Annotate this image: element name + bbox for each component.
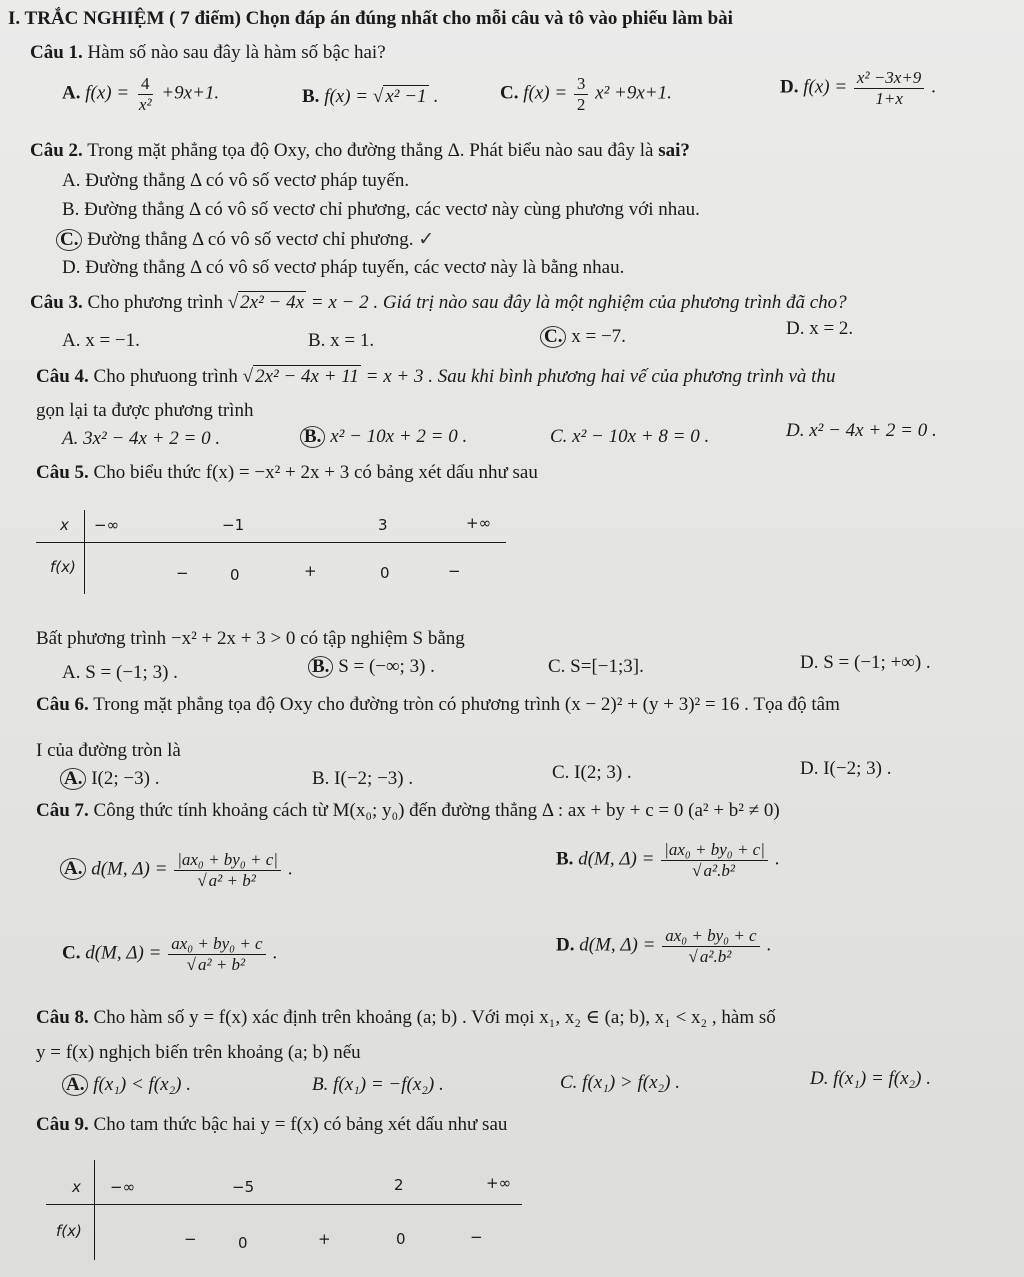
sign-cell: − — [184, 1230, 197, 1248]
denominator: 1+x — [875, 88, 903, 108]
option-text: S = (−∞; 3) . — [333, 656, 435, 677]
option-label: D. — [780, 76, 799, 98]
numerator: x² −3x+9 — [854, 68, 924, 89]
checkmark-icon: ✓ — [418, 229, 435, 250]
sign-cell: + — [304, 562, 317, 580]
option-text: d(M, Δ) = — [86, 858, 173, 880]
question-label: Câu 9. — [36, 1114, 89, 1135]
question-text: Cho hàm số y = f(x) xác định trên khoảng (a; b) . Với mọi x₁, x₂ ∈ (a; b), x₁ < x₂ , hàm số — [88, 1007, 776, 1028]
x-value: +∞ — [486, 1174, 512, 1192]
q8-option-c[interactable]: C. f(x₁) > f(x₂) . — [560, 1072, 680, 1093]
x-label: x — [60, 516, 69, 534]
radicand: a² + b² — [208, 870, 256, 890]
radicand: x² −1 — [385, 86, 427, 107]
sign-cell: − — [470, 1228, 483, 1246]
sign-cell: + — [318, 1230, 331, 1248]
q7-option-c[interactable] — [62, 934, 277, 974]
sign-cell: 0 — [380, 564, 390, 582]
q7-option-b[interactable] — [556, 840, 779, 880]
option-label: C. — [500, 82, 519, 104]
denominator: √ a².b² — [688, 946, 732, 966]
option-text: d(M, Δ) = — [80, 942, 167, 964]
question-label: Câu 1. — [30, 42, 83, 63]
question-label: Câu 7. — [36, 800, 89, 821]
question-6-stem — [36, 694, 840, 716]
question-text: Trong mặt phẳng tọa độ Oxy cho đường tròn có phương trình (x − 2)² + (y + 3)² = 16 . Tọa độ tâm — [88, 694, 840, 715]
fraction — [174, 850, 281, 890]
question-label: Câu 5. — [36, 462, 89, 483]
question-text: Trong mặt phẳng tọa độ Oxy, cho đường thẳng Δ. Phát biểu nào sau đây là — [82, 140, 659, 161]
q2-option-c[interactable] — [56, 228, 434, 251]
x-value: −∞ — [94, 516, 120, 534]
option-label: C. — [56, 229, 82, 251]
numerator: ax₀ + by₀ + c — [662, 926, 759, 947]
option-text: f(x) = — [324, 86, 373, 107]
q5-option-a[interactable]: A. S = (−1; 3) . — [62, 662, 178, 683]
q5-option-c[interactable]: C. S=[−1;3]. — [548, 656, 644, 677]
option-label: C. — [62, 942, 81, 964]
option-label: B. — [302, 86, 320, 107]
question-7-stem — [36, 800, 780, 822]
table-divider — [84, 510, 85, 594]
denominator: √ a² + b² — [186, 954, 246, 974]
question-5-stem — [36, 462, 538, 484]
option-text: f(x) = — [523, 82, 572, 104]
question-8-stem-continued: y = f(x) nghịch biến trên khoảng (a; b) nếu — [36, 1042, 361, 1063]
question-5-stem-continued: Bất phương trình −x² + 2x + 3 > 0 có tập nghiệm S bằng — [36, 628, 465, 649]
fx-label: f(x) — [56, 1222, 82, 1240]
radicand: a² + b² — [197, 954, 246, 974]
fraction — [662, 926, 759, 966]
option-label: B. — [308, 656, 333, 678]
fraction — [854, 68, 924, 108]
q2-option-d[interactable]: D. Đường thẳng Δ có vô số vectơ pháp tuyến, các vectơ này là bằng nhau. — [62, 257, 625, 278]
option-text: x = −7. — [566, 326, 626, 347]
q3-option-a[interactable]: A. x = −1. — [62, 330, 140, 351]
q8-option-a[interactable] — [62, 1074, 191, 1096]
question-2-stem — [30, 140, 690, 162]
x-value: 2 — [394, 1176, 404, 1194]
q3-option-c[interactable] — [540, 326, 626, 348]
x-value: +∞ — [466, 514, 492, 532]
question-text: Cho biểu thức f(x) = −x² + 2x + 3 có bảng xét dấu như sau — [88, 462, 538, 483]
question-4-stem-continued: gọn lại ta được phương trình — [36, 400, 254, 421]
denominator: √ a² + b² — [197, 870, 256, 890]
option-label: C. — [540, 326, 566, 348]
option-text: x² +9x+1. — [590, 82, 672, 104]
option-text: x² − 10x + 2 = 0 . — [325, 426, 468, 447]
question-text: Hàm số nào sau đây là hàm số bậc hai? — [82, 42, 386, 63]
q5-option-d[interactable]: D. S = (−1; +∞) . — [800, 652, 931, 673]
option-label: A. — [62, 82, 81, 104]
question-4-stem: Câu 4. Cho phưuong trình √ 2x² − 4x + 11 = x + 3 . Sau khi bình phương hai vế của phương trình và thu — [36, 366, 836, 387]
question-3-stem: Câu 3. Cho phương trình √ 2x² − 4x = x − 2 . Giá trị nào sau đây là một nghiệm của phương trình đã cho? — [30, 292, 847, 313]
denominator: x² — [138, 94, 152, 114]
option-text: d(M, Δ) = — [573, 848, 660, 870]
option-text: . — [769, 848, 780, 870]
x-value: −5 — [232, 1178, 255, 1196]
sign-table-q5 — [36, 510, 506, 594]
x-value: 3 — [378, 516, 388, 534]
question-label: Câu 8. — [36, 1007, 89, 1028]
option-text: +9x+1. — [156, 82, 220, 104]
option-label: D. — [556, 934, 575, 956]
sign-table-q9 — [46, 1160, 522, 1260]
option-text: d(M, Δ) = — [574, 934, 661, 956]
option-label: B. — [556, 848, 574, 870]
question-text: Cho tam thức bậc hai y = f(x) có bảng xét dấu như sau — [88, 1114, 508, 1135]
question-text: Cho phương trình — [82, 292, 228, 313]
sign-cell: 0 — [396, 1230, 406, 1248]
option-label: A. — [60, 858, 86, 880]
radicand: 2x² − 4x — [240, 292, 305, 313]
q6-option-b[interactable]: B. I(−2; −3) . — [312, 768, 414, 789]
fraction — [136, 74, 155, 114]
denominator: 2 — [576, 94, 586, 114]
q2-option-b[interactable]: B. Đường thẳng Δ có vô số vectơ chỉ phương, các vectơ này cùng phương với nhau. — [62, 199, 700, 220]
q8-option-d[interactable]: D. f(x₁) = f(x₂) . — [810, 1068, 931, 1089]
q4-option-d[interactable]: D. x² − 4x + 2 = 0 . — [786, 420, 937, 441]
numerator: 4 — [138, 74, 153, 95]
q3-option-b[interactable]: B. x = 1. — [308, 330, 375, 351]
table-divider — [36, 542, 506, 543]
question-1-stem — [30, 42, 386, 64]
option-label: A. — [60, 768, 86, 790]
option-text: . — [428, 86, 439, 107]
question-text: Cho phưuong trình — [88, 366, 243, 387]
sign-cell: 0 — [230, 566, 240, 584]
fx-label: f(x) — [50, 558, 76, 576]
question-label: Câu 4. — [36, 366, 89, 387]
fraction — [168, 934, 265, 974]
radicand: 2x² − 4x + 11 — [255, 366, 359, 387]
numerator: 3 — [574, 74, 589, 95]
numerator: |ax₀ + by₀ + c| — [174, 850, 281, 871]
question-label: Câu 6. — [36, 694, 89, 715]
question-text: Công thức tính khoảng cách từ M(x₀; y₀) đến đường thẳng Δ : ax + by + c = 0 (a² + b² ≠ 0) — [88, 800, 780, 821]
question-9-stem — [36, 1114, 507, 1136]
option-text: . — [926, 76, 936, 98]
q7-option-d[interactable] — [556, 926, 771, 966]
x-label: x — [72, 1178, 81, 1196]
q1-option-d[interactable] — [780, 68, 936, 108]
table-divider — [46, 1204, 522, 1205]
q1-option-b[interactable]: B. f(x) = √ x² −1 . — [302, 86, 439, 107]
section-heading: I. TRẮC NGHIỆM ( 7 điểm) Chọn đáp án đúng nhất cho mỗi câu và tô vào phiếu làm bài — [8, 8, 733, 29]
fraction — [661, 840, 768, 880]
q8-option-b[interactable]: B. f(x₁) = −f(x₂) . — [312, 1074, 444, 1095]
option-label: B. — [300, 426, 325, 448]
option-text: . — [761, 934, 772, 956]
question-label: Câu 3. — [30, 292, 83, 313]
q6-option-d[interactable]: D. I(−2; 3) . — [800, 758, 892, 779]
question-6-stem-continued: I của đường tròn là — [36, 740, 181, 761]
q4-option-b[interactable] — [300, 426, 467, 448]
x-value: −1 — [222, 516, 245, 534]
question-text: = x − 2 . Giá trị nào sau đây là một nghiệm của phương trình đã cho? — [306, 292, 847, 313]
numerator: ax₀ + by₀ + c — [168, 934, 265, 955]
question-emphasis: sai? — [658, 140, 690, 161]
option-text: . — [267, 942, 278, 964]
q4-option-c[interactable]: C. x² − 10x + 8 = 0 . — [550, 426, 710, 447]
q6-option-a[interactable] — [60, 768, 159, 790]
option-label: A. — [62, 1074, 88, 1096]
q7-option-a[interactable] — [60, 850, 292, 890]
q2-option-a[interactable]: A. Đường thẳng Δ có vô số vectơ pháp tuyến. — [62, 170, 410, 191]
sign-cell: − — [448, 562, 461, 580]
x-value: −∞ — [110, 1178, 136, 1196]
option-text: I(2; −3) . — [86, 768, 160, 789]
question-text: = x + 3 . Sau khi bình phương hai vế của phương trình và thu — [360, 366, 836, 387]
q4-option-a[interactable]: A. 3x² − 4x + 2 = 0 . — [62, 428, 221, 449]
q6-option-c[interactable]: C. I(2; 3) . — [552, 762, 632, 783]
radicand: a².b² — [699, 946, 732, 966]
q1-option-a[interactable] — [62, 74, 219, 114]
question-8-stem — [36, 1006, 776, 1029]
q3-option-d[interactable]: D. x = 2. — [786, 318, 854, 339]
q1-option-c[interactable] — [500, 74, 672, 114]
sign-cell: − — [176, 564, 189, 582]
option-text: . — [282, 858, 293, 880]
numerator: |ax₀ + by₀ + c| — [661, 840, 768, 861]
option-text: f(x) = — [803, 76, 852, 98]
table-divider — [94, 1160, 95, 1260]
sign-cell: 0 — [238, 1234, 248, 1252]
option-text: Đường thẳng Δ có vô số vectơ chỉ phương. — [82, 229, 414, 250]
option-text: f(x₁) < f(x₂) . — [88, 1074, 191, 1095]
question-label: Câu 2. — [30, 140, 83, 161]
fraction — [574, 74, 589, 114]
option-text: f(x) = — [85, 82, 134, 104]
radicand: a².b² — [703, 860, 735, 880]
q5-option-b[interactable] — [308, 656, 435, 678]
denominator: √ a².b² — [692, 860, 735, 880]
